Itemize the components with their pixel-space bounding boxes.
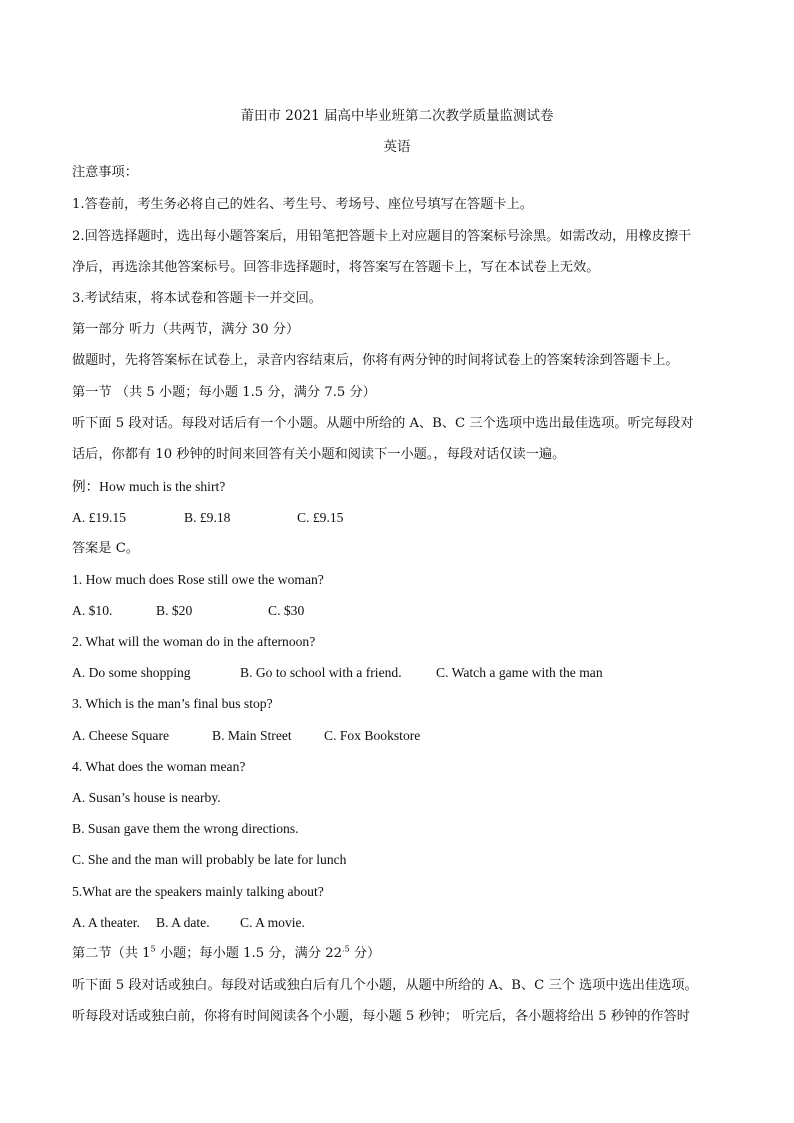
note-item-1: 1.答卷前，考生务必将自己的姓名、考生号、考场号、座位号填写在答题卡上。 (72, 197, 533, 212)
section2-heading (72, 945, 734, 963)
q5-option-c: C. A movie. (240, 915, 305, 930)
example-answer: 答案是 C。 (72, 541, 140, 556)
example-option-c: C. £9.15 (297, 510, 344, 525)
q3-option-b: B. Main Street (212, 728, 292, 743)
q1-option-b: B. $20 (156, 603, 193, 618)
section1-heading: 第一节 （共 5 小题；每小题 1.5 分，满分 7.5 分） (72, 385, 376, 400)
q1-option-a: A. $10. (72, 603, 113, 618)
example-option-b: B. £9.18 (184, 510, 231, 525)
q5-option-b: B. A date. (156, 915, 210, 930)
section2-heading-part-b: 小题；每小题 1.5 分，满分 22 (155, 946, 343, 961)
q1-option-c: C. $30 (268, 603, 305, 618)
q4-option-c: C. She and the man will probably be late for lunch (72, 852, 347, 867)
note-item-3: 3.考试结束，将本试卷和答题卡一并交回。 (72, 291, 322, 306)
q2-option-b: B. Go to school with a friend. (240, 665, 402, 680)
section2-heading-sup-1: 5 (150, 944, 156, 954)
question-2: 2. What will the woman do in the afternoon? (72, 634, 316, 649)
q2-option-c: C. Watch a game with the man (436, 665, 603, 680)
q5-option-a: A. A theater. (72, 915, 140, 930)
section1-instruction-line-1: 听下面 5 段对话。每段对话后有一个小题。从题中所给的 A、B、C 三个选项中选出最佳选项。听完每段对 (72, 416, 694, 431)
section2-instruction-line-2: 听每段对话或独白前，你将有时间阅读各个小题，每小题 5 秒钟； 听完后，各小题将给出 5 秒钟的作答时 (72, 1009, 690, 1024)
question-3: 3. Which is the man’s final bus stop? (72, 696, 273, 711)
part1-heading: 第一部分 听力（共两节，满分 30 分） (72, 322, 300, 337)
q4-option-a: A. Susan’s house is nearby. (72, 790, 221, 805)
question-4: 4. What does the woman mean? (72, 759, 246, 774)
notes-heading: 注意事项： (72, 165, 138, 180)
question-1: 1. How much does Rose still owe the woman? (72, 572, 324, 587)
section2-heading-part-c: 分） (349, 946, 381, 961)
section2-heading-part-a: 第二节（共 1 (72, 946, 151, 961)
part1-instruction: 做题时，先将答案标在试卷上，录音内容结束后，你将有两分钟的时间将试卷上的答案转涂到答题卡上。 (72, 353, 679, 368)
q4-option-b: B. Susan gave them the wrong directions. (72, 821, 299, 836)
exam-title: 莆田市 2021 届高中毕业班第二次教学质量监测试卷 (240, 108, 554, 124)
subject-title: 英语 (383, 139, 411, 155)
note-item-2-line-2: 净后，再选涂其他答案标号。回答非选择题时，将答案写在答题卡上，写在本试卷上无效。 (72, 260, 600, 275)
section2-heading-sup-2: .5 (342, 944, 350, 954)
question-5: 5.What are the speakers mainly talking about? (72, 884, 324, 899)
q2-option-a: A. Do some shopping (72, 665, 191, 680)
example-question: 例：How much is the shirt? (72, 479, 226, 494)
note-item-2-line-1: 2.回答选择题时，选出每小题答案后，用铅笔把答题卡上对应题目的答案标号涂黑。如需改动，用橡皮擦干 (72, 229, 692, 244)
example-option-a: A. £19.15 (72, 510, 126, 525)
section1-instruction-line-2: 话后，你都有 10 秒钟的时间来回答有关小题和阅读下一小题。，每段对话仅读一遍。 (72, 447, 566, 462)
q3-option-c: C. Fox Bookstore (324, 728, 421, 743)
section2-instruction-line-1: 听下面 5 段对话或独白。每段对话或独白后有几个小题，从题中所给的 A、B、C 三个 选项中选出佳选项。 (72, 978, 698, 993)
q3-option-a: A. Cheese Square (72, 728, 170, 743)
